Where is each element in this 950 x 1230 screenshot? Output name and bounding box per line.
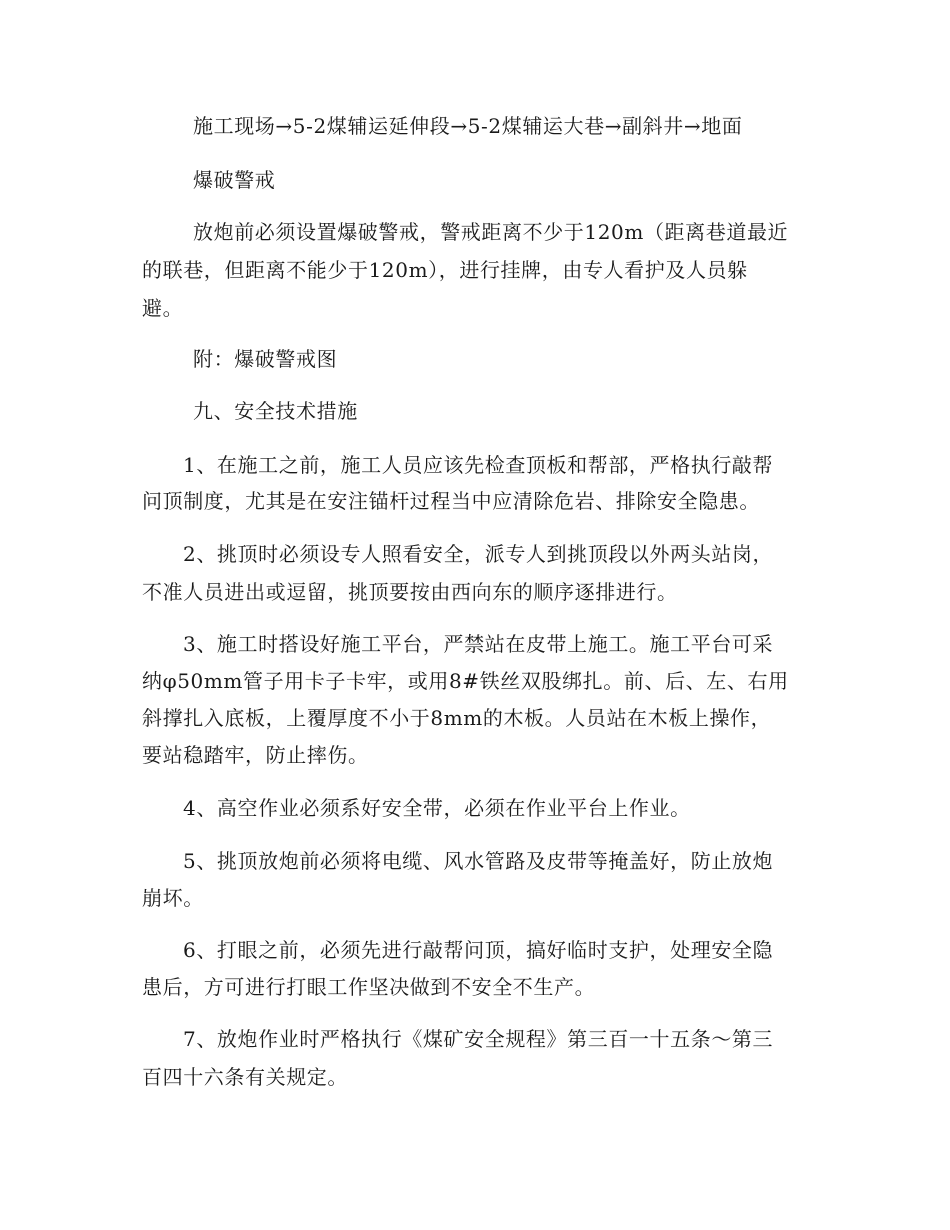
list-item-line: 百四十六条有关规定。 <box>142 1065 348 1089</box>
list-item-line: 6、打眼之前，必须先进行敲帮问顶，搞好临时支护，处理安全隐 <box>183 938 774 962</box>
list-item-line: 要站稳踏牢，防止摔伤。 <box>142 743 369 767</box>
list-item-line: 纳φ50mm管子用卡子卡牢，或用8#铁丝双股绑扎。前、后、左、右用 <box>142 669 789 693</box>
list-item-line: 斜撑扎入底板，上覆厚度不小于8mm的木板。人员站在木板上操作， <box>142 706 772 730</box>
appendix-line: 附：爆破警戒图 <box>193 347 338 371</box>
warning-paragraph-line: 放炮前必须设置爆破警戒，警戒距离不少于120m（距离巷道最近 <box>193 220 789 244</box>
list-item-line: 1、在施工之前，施工人员应该先检查顶板和帮部，严格执行敲帮 <box>183 453 774 477</box>
section-heading: 九、安全技术措施 <box>193 399 358 423</box>
list-item-line: 2、挑顶时必须设专人照看安全，派专人到挑顶段以外两头站岗， <box>183 542 774 566</box>
list-item-line: 7、放炮作业时严格执行《煤矿安全规程》第三百一十五条～第三 <box>183 1027 774 1051</box>
list-item-line: 问顶制度，尤其是在安注锚杆过程当中应清除危岩、排除安全隐患。 <box>142 489 760 513</box>
warning-paragraph-line: 避。 <box>142 296 184 320</box>
list-item-line: 5、挑顶放炮前必须将电缆、风水管路及皮带等掩盖好，防止放炮 <box>183 849 774 873</box>
list-item-line: 3、施工时搭设好施工平台，严禁站在皮带上施工。施工平台可采 <box>183 632 774 656</box>
heading-blasting-warning: 爆破警戒 <box>193 168 276 192</box>
list-item-line: 患后，方可进行打眼工作坚决做到不安全不生产。 <box>142 975 596 999</box>
route-line: 施工现场→5-2煤辅运延伸段→5-2煤辅运大巷→副斜井→地面 <box>193 114 743 138</box>
list-item-line: 4、高空作业必须系好安全带，必须在作业平台上作业。 <box>183 796 691 820</box>
warning-paragraph-line: 的联巷，但距离不能少于120m），进行挂牌，由专人看护及人员躲 <box>142 258 748 282</box>
list-item-line: 不准人员进出或逗留，挑顶要按由西向东的顺序逐排进行。 <box>142 580 678 604</box>
list-item-line: 崩坏。 <box>142 886 204 910</box>
